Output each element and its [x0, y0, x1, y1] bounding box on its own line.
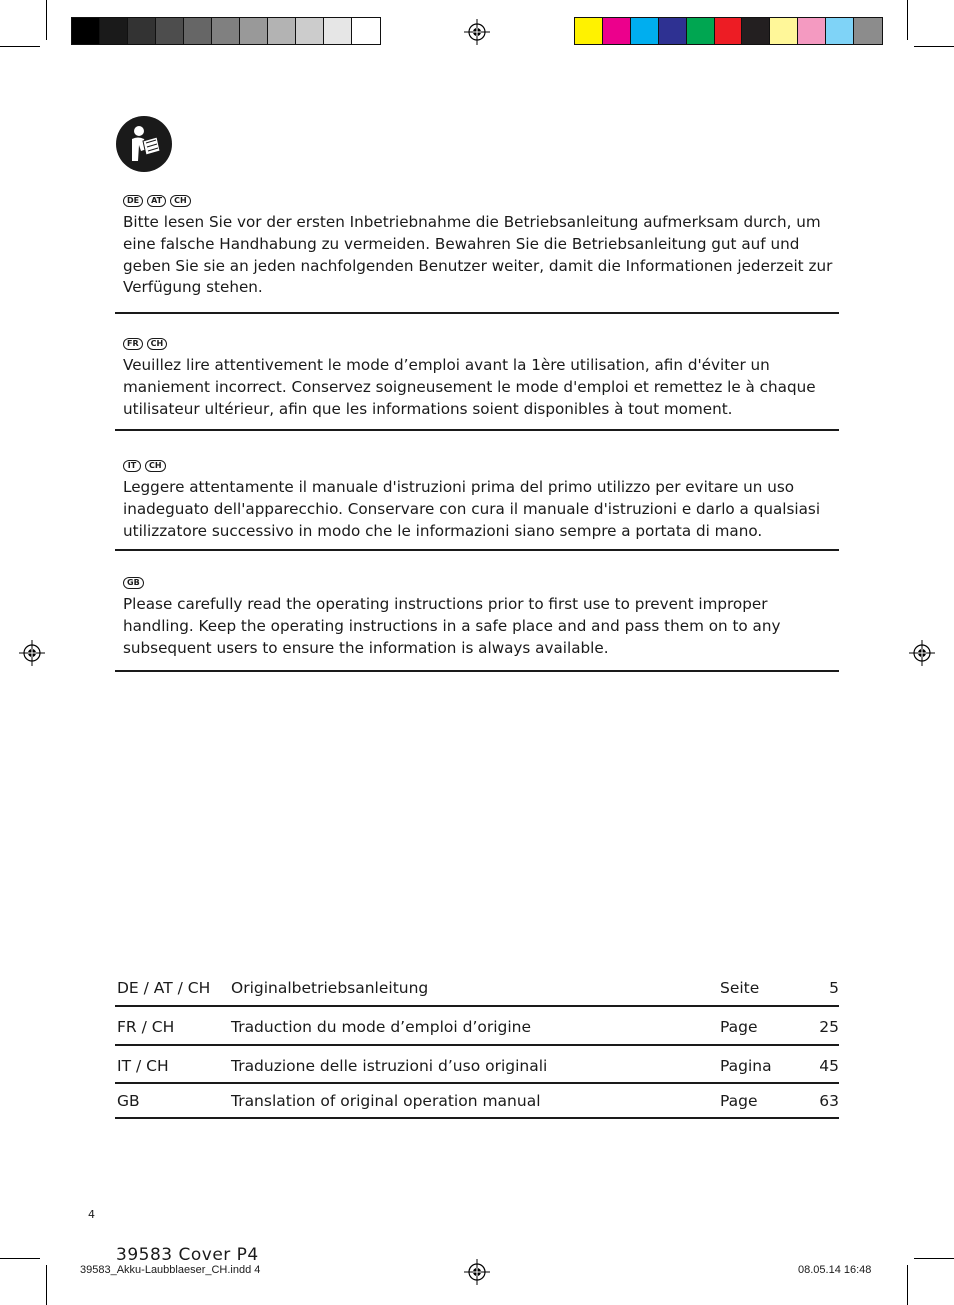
color-swatch [324, 18, 352, 44]
toc-language: IT / CH [117, 1057, 169, 1075]
color-swatch [268, 18, 296, 44]
color-swatch [184, 18, 212, 44]
crop-mark [914, 1258, 954, 1259]
color-swatch [156, 18, 184, 44]
country-badge: GB [123, 577, 144, 589]
color-swatch [100, 18, 128, 44]
crop-mark [0, 1258, 40, 1259]
color-swatch [742, 18, 770, 44]
country-badge: IT [123, 460, 141, 472]
notice-text: Veuillez lire attentivement le mode d’emploi avant la 1ère utilisation, afin d'éviter un maniement incorrect. Conservez soigneusement le mode d'emploi et remettez le à chaque utilisateur ultérieur, afin que les informations soient disponibles à tout moment. [123, 356, 816, 418]
toc-page-word: Seite [720, 979, 760, 997]
color-swatch [631, 18, 659, 44]
color-swatch [659, 18, 687, 44]
color-swatch [687, 18, 715, 44]
color-swatch [826, 18, 854, 44]
color-swatch [240, 18, 268, 44]
color-swatch [212, 18, 240, 44]
language-badges [123, 195, 833, 209]
toc-title: Translation of original operation manual [231, 1092, 541, 1110]
crop-mark [914, 46, 954, 47]
section-divider [115, 549, 839, 551]
crop-mark [907, 0, 908, 40]
country-badge: CH [145, 460, 166, 472]
registration-mark-icon [464, 19, 490, 45]
crop-mark [46, 0, 47, 40]
country-badge: AT [147, 195, 166, 207]
color-swatch [854, 18, 882, 44]
file-info: 39583_Akku-Laubblaeser_CH.indd 4 [80, 1264, 261, 1276]
color-swatch [770, 18, 798, 44]
section-divider [115, 312, 839, 314]
language-badges [123, 338, 833, 352]
toc-divider [115, 1117, 839, 1119]
print-slug: 39583 Cover P4 [116, 1245, 259, 1265]
country-badge: CH [147, 338, 168, 350]
toc-title: Traduzione delle istruzioni d’uso originali [231, 1057, 548, 1075]
notice-section-gb [123, 577, 833, 659]
color-swatch [575, 18, 603, 44]
section-divider [115, 670, 839, 672]
grayscale-color-bar [71, 17, 381, 45]
country-badge: CH [170, 195, 191, 207]
color-swatch [128, 18, 156, 44]
toc-page-number: 63 [819, 1092, 839, 1110]
registration-mark-icon [909, 640, 935, 666]
country-badge: DE [123, 195, 143, 207]
notice-section-it [123, 460, 833, 542]
crop-mark [46, 1265, 47, 1305]
toc-divider [115, 1082, 839, 1084]
color-swatch [296, 18, 324, 44]
read-manual-icon [115, 115, 173, 173]
process-color-bar [574, 17, 883, 45]
toc-page-number: 25 [819, 1018, 839, 1036]
color-swatch [798, 18, 826, 44]
section-divider [115, 429, 839, 431]
toc-language: GB [117, 1092, 140, 1110]
date-info: 08.05.14 16:48 [798, 1264, 872, 1276]
registration-mark-icon [19, 640, 45, 666]
language-badges [123, 460, 833, 474]
toc-title: Traduction du mode d’emploi d’origine [231, 1018, 532, 1036]
toc-page-number: 5 [829, 979, 839, 997]
page-number: 4 [88, 1208, 95, 1221]
color-swatch [715, 18, 743, 44]
crop-mark [0, 46, 40, 47]
toc-language: DE / AT / CH [117, 979, 211, 997]
registration-mark-icon [464, 1259, 490, 1285]
toc-divider [115, 1044, 839, 1046]
toc-divider [115, 1005, 839, 1007]
toc-page-word: Page [720, 1018, 758, 1036]
toc-page-word: Pagina [720, 1057, 772, 1075]
color-swatch [72, 18, 100, 44]
toc-language: FR / CH [117, 1018, 175, 1036]
country-badge: FR [123, 338, 143, 350]
toc-page-word: Page [720, 1092, 758, 1110]
notice-text: Bitte lesen Sie vor der ersten Inbetriebnahme die Betriebsanleitung aufmerksam durch, um eine falsche Handhabung zu vermeiden. Bewahren Sie die Betriebsanleitung gut auf und geben Sie sie an jeden nachfolgenden Benutzer weiter, damit die Informationen jederzeit zur Verfügung stehen. [123, 213, 833, 297]
color-swatch [603, 18, 631, 44]
crop-mark [907, 1265, 908, 1305]
notice-text: Please carefully read the operating instructions prior to first use to prevent improper handling. Keep the operating instructions in a safe place and and pass them on to any subsequent users to ensure the information is always available. [123, 595, 781, 657]
toc-title: Originalbetriebsanleitung [231, 979, 429, 997]
notice-section-de [123, 195, 833, 299]
color-swatch [352, 18, 380, 44]
language-badges [123, 577, 833, 591]
notice-text: Leggere attentamente il manuale d'istruzioni prima del primo utilizzo per evitare un uso inadeguato dell'apparecchio. Conservare con cura il manuale d'istruzioni e darlo a qualsiasi utilizzatore successivo in modo che le informazioni siano sempre a portata di mano. [123, 478, 821, 540]
toc-page-number: 45 [819, 1057, 839, 1075]
notice-section-fr [123, 338, 833, 420]
